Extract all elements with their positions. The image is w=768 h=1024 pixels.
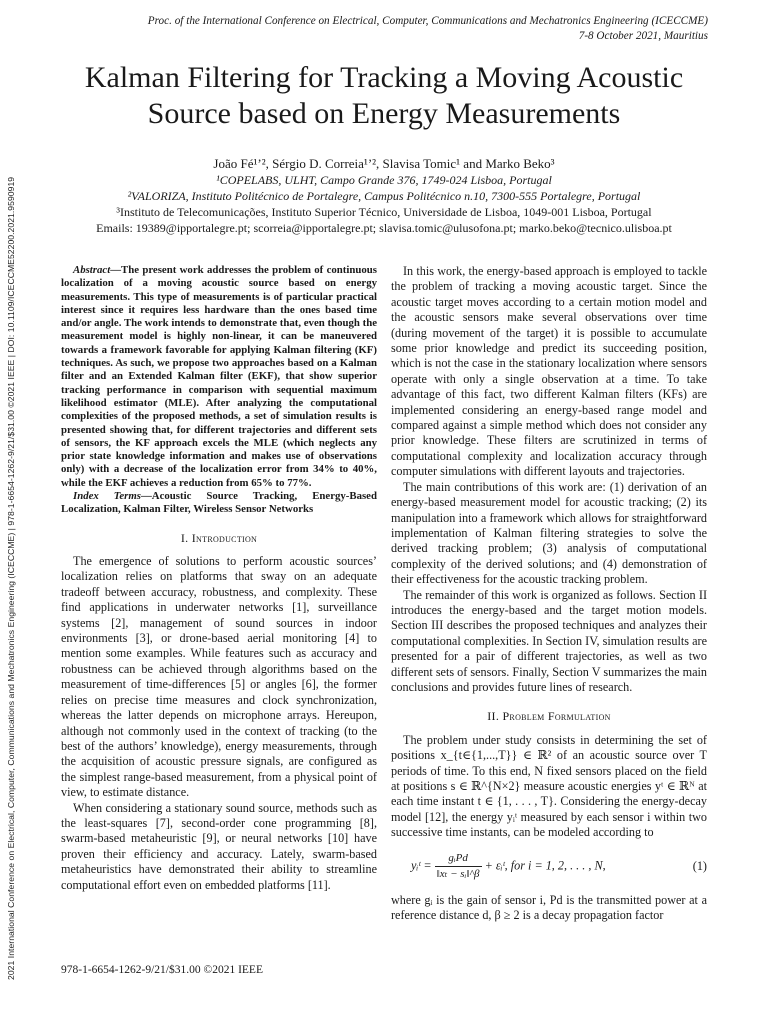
header-line-1: Proc. of the International Conference on Electrical, Computer, Communications and Mechatronics Engineering (ICECCME): [147, 15, 708, 27]
paper-title: [40, 60, 728, 132]
right-column: [391, 264, 707, 923]
equation-numerator: gᵢPd: [435, 851, 482, 867]
right-paragraph-1: In this work, the energy-based approach is employed to tackle the problem of tracking a moving acoustic target. Since the acoustic target moves according to a certain motion model and the acoustic sensors make several observations over time (during movement of the target) it is possible to accumulate some prior knowledge and predict its succeeding position, which is not the case in the stationary localization where sensors operate with only a single observation at a time. To take advantage of this fact, two different Kalman filters (KFs) are implemented considering an energy-based range model and compared against a simple method which does not consider any prior knowledge. These filters are scrutinized in terms of computational complexity and localization accuracy through computer simulations with different layouts and trajectories.: [391, 264, 707, 479]
intro-paragraph-1: The emergence of solutions to perform acoustic sources’ localization relies on platforms that sway on an adequate tradeoff between accuracy, robustness, and complexity. These find applications in underwater networks [1], surveillance systems [2], management of sound sources in indoor environments [3], or drone-based aerial monitoring [4] to mention some examples. While features such as accuracy and robustness can be achieved through algorithms based on the measurement of time-differences [5] or angles [6], the former relies on precise time measures and clock synchronization, whereas the latter depends on microphone arrays. Hereupon, although not commonly used in the context of tracking (to the best of the authors’ knowledge), energy measurements, through the acquisition of acoustic pressure signals, are configured as the simplest range-based measurement, from a physical point of view, to estimate distance.: [61, 554, 377, 800]
index-terms: [61, 490, 377, 517]
affiliation-3: ³Instituto de Telecomunicações, Instituto Superior Técnico, Universidade de Lisboa, 1049-001 Lisboa, Portugal: [116, 205, 652, 219]
index-terms-text: —Acoustic Source Tracking, Energy-Based Localization, Kalman Filter, Wireless Sensor Networks: [61, 490, 377, 516]
equation-body: [411, 851, 606, 883]
doi-sidebar: 2021 International Conference on Electrical, Computer, Communications and Mechatronics Engineering (ICECCME) | 978-1-6654-1262-9/21/$31.00 ©2021 IEEE | DOI: 10.1109/ICECCME52200.2021.9590919: [6, 176, 16, 980]
affiliation-2: ²VALORIZA, Instituto Politécnico de Portalegre, Campus Politécnico n.10, 7300-555 Portalegre, Portugal: [127, 189, 641, 203]
author-block: [30, 155, 738, 236]
author-names: João Fé¹ʼ², Sérgio D. Correia¹ʼ², Slavisa Tomic¹ and Marko Beko³: [213, 156, 555, 171]
abstract-label: Abstract: [73, 264, 111, 276]
affiliation-1: ¹COPELABS, ULHT, Campo Grande 376, 1749-024 Lisboa, Portugal: [216, 173, 552, 187]
header-line-2: 7-8 October 2021, Mauritius: [578, 30, 708, 42]
abstract: [61, 264, 377, 490]
problem-paragraph: The problem under study consists in determining the set of positions x_{t∈{1,...,T}} ∈ ℝ² of an acoustic source over T periods of time. To this end, N fixed sensors placed on the field at positions s ∈ ℝ^{N×2} measure acoustic energies yᵗ ∈ ℝᴺ at each time instant t ∈ {1, . . . , T}. Considering the energy-decay model [12], the energy yᵢᵗ measured by each sensor i within two successive time instants, can be modeled according to: [391, 732, 707, 840]
contributions-paragraph: The main contributions of this work are: (1) derivation of an energy-based measurement model for acoustic tracking; (2) its manipulation into a framework which allows for straightforward implementation of Kalman filtering strategies to solve the derived tracking problem; (3) analysis of computational complexity of the derived solutions; and (4) demonstration of their effectiveness for the acoustic tracking problem.: [391, 479, 707, 587]
author-emails: Emails: 19389@ipportalegre.pt; scorreia@ipportalegre.pt; slavisa.tomic@ulusofona.pt; marko.beko@tecnico.ulisboa.pt: [96, 221, 672, 235]
conference-header: [120, 14, 708, 44]
copyright-footer: 978-1-6654-1262-9/21/$31.00 ©2021 IEEE: [61, 964, 263, 976]
equation-number: (1): [692, 858, 707, 873]
equation-fraction: [435, 851, 482, 883]
organization-paragraph: The remainder of this work is organized as follows. Section II introduces the energy-based and the target motion models. Section III describes the proposed techniques and analyzes their computational complexities. In Section IV, simulation results are presented for a pair of different trajectories, as well as two different sets of sensors. Finally, Section V summarizes the main conclusions and provides future lines of research.: [391, 587, 707, 694]
definitions-paragraph: where gᵢ is the gain of sensor i, Pd is the transmitted power at a reference distance d, β ≥ 2 is a decay propagation factor: [391, 892, 707, 923]
section-heading-problem-formulation: II. Problem Formulation: [487, 709, 611, 724]
equation-lhs: yᵢᵗ =: [411, 858, 432, 873]
equation-rhs: + εᵢᵗ, for i = 1, 2, . . . , N,: [484, 858, 606, 873]
left-column: [61, 264, 377, 893]
title-line-1: Kalman Filtering for Tracking a Moving Acoustic: [84, 61, 684, 94]
section-heading-introduction: I. Introduction: [180, 530, 258, 545]
equation-1: [391, 847, 707, 887]
intro-paragraph-2: When considering a stationary sound source, methods such as the least-squares [7], second-order cone programming [8], swarm-based metaheuristic [9], or neural networks [10] have proven their efficiency and accuracy. Lately, swarm-based metaheuristics have demonstrated their ability to streamline computational effort even on embedded platforms [11].: [61, 800, 377, 892]
equation-denominator: ‖xₜ − sᵢ‖^β: [436, 868, 480, 881]
abstract-text: —The present work addresses the problem of continuous localization of a moving acoustic source based on energy measurements. This type of measurements is of particular practical interest since it requires less hardware than the ones based time and/or angle. The work intends to demonstrate that, even though the measurement model is highly non-linear, it can be maneuvered towards a framework favorable for applying Kalman filtering (KF) techniques. As such, we propose two approaches based on a Kalman filter and an Extended Kalman filter (EKF), that show superior tracking performance in comparison with sequential maximum likelihood estimator (MLE). After analyzing the computational complexities of the proposed methods, a set of simulation results is presented showing that, for different trajectories and different sets of sensors, the KF approach excels the MLE (which neglects any prior state knowledge information and makes use of observations only) with a decrease of the localization error from 34% to 40%, while the EKF achieves a reduction from 65% to 77%.: [61, 264, 377, 489]
index-terms-label: Index Terms: [73, 490, 141, 503]
title-line-2: Source based on Energy Measurements: [147, 97, 621, 130]
